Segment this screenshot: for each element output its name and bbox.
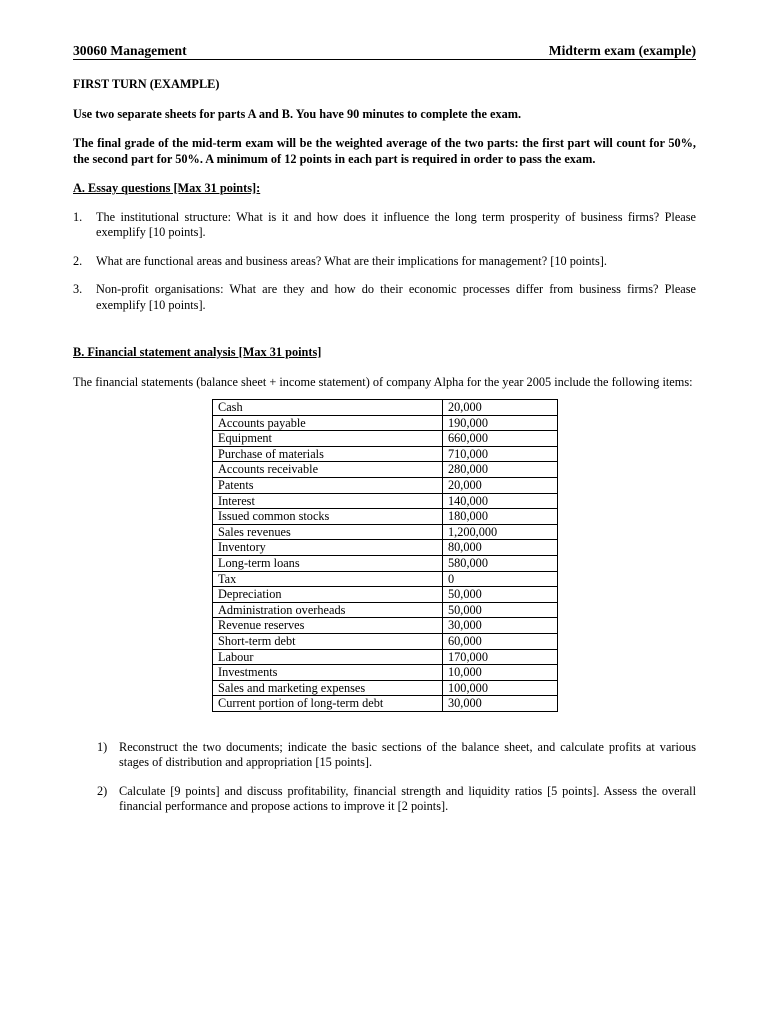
item-value-cell: 580,000 — [443, 555, 558, 571]
table-row — [213, 400, 558, 416]
item-value-cell: 100,000 — [443, 680, 558, 696]
table-row — [213, 602, 558, 618]
list-item — [97, 740, 696, 771]
item-value-cell: 50,000 — [443, 602, 558, 618]
table-row — [213, 446, 558, 462]
table-row — [213, 587, 558, 603]
item-name-cell: Issued common stocks — [213, 509, 443, 525]
table-row — [213, 462, 558, 478]
item-name-cell: Short-term debt — [213, 633, 443, 649]
item-name-cell: Depreciation — [213, 587, 443, 603]
item-value-cell: 140,000 — [443, 493, 558, 509]
course-title: 30060 Management — [73, 43, 187, 58]
item-value-cell: 60,000 — [443, 633, 558, 649]
table-row — [213, 665, 558, 681]
section-b-intro: The financial statements (balance sheet + income statement) of company Alpha for the year 2005 include the following items: — [73, 374, 693, 389]
table-row — [213, 524, 558, 540]
table-row — [213, 696, 558, 712]
table-row — [213, 649, 558, 665]
item-name-cell: Accounts payable — [213, 415, 443, 431]
page-header — [73, 42, 696, 60]
essay-question-list — [73, 210, 696, 314]
task-list — [97, 740, 696, 815]
question-number: 3. — [73, 282, 83, 296]
item-name-cell: Investments — [213, 665, 443, 681]
table-row — [213, 540, 558, 556]
item-value-cell: 30,000 — [443, 696, 558, 712]
item-name-cell: Revenue reserves — [213, 618, 443, 634]
table-row — [213, 555, 558, 571]
item-value-cell: 180,000 — [443, 509, 558, 525]
financial-items-table — [212, 399, 558, 712]
exam-title: Midterm exam (example) — [548, 43, 696, 58]
table-row — [213, 571, 558, 587]
item-name-cell: Sales and marketing expenses — [213, 680, 443, 696]
table-row — [213, 680, 558, 696]
section-b-title: B. Financial statement analysis [Max 31 points] — [73, 345, 322, 359]
item-value-cell: 170,000 — [443, 649, 558, 665]
item-name-cell: Administration overheads — [213, 602, 443, 618]
item-value-cell: 30,000 — [443, 618, 558, 634]
table-row — [213, 509, 558, 525]
exam-page — [73, 42, 696, 828]
question-text: What are functional areas and business areas? What are their implications for management? [10 points]. — [96, 253, 607, 268]
item-name-cell: Sales revenues — [213, 524, 443, 540]
item-value-cell: 50,000 — [443, 587, 558, 603]
item-value-cell: 20,000 — [443, 477, 558, 493]
table-row — [213, 431, 558, 447]
item-value-cell: 80,000 — [443, 540, 558, 556]
question-number: 1. — [73, 209, 83, 224]
item-value-cell: 710,000 — [443, 446, 558, 462]
financial-items-body — [213, 400, 558, 712]
item-value-cell: 20,000 — [443, 400, 558, 416]
item-name-cell: Equipment — [213, 431, 443, 447]
item-value-cell: 660,000 — [443, 431, 558, 447]
item-name-cell: Inventory — [213, 540, 443, 556]
task-text: Calculate [9 points] and discuss profitability, financial strength and liquidity ratios [5 points]. Assess the overall financial performance and propose actions to improve it [2 points]. — [119, 783, 696, 814]
item-value-cell: 1,200,000 — [443, 524, 558, 540]
table-row — [213, 477, 558, 493]
item-value-cell: 0 — [443, 571, 558, 587]
item-name-cell: Purchase of materials — [213, 446, 443, 462]
item-name-cell: Patents — [213, 477, 443, 493]
item-name-cell: Interest — [213, 493, 443, 509]
table-row — [213, 415, 558, 431]
list-item — [73, 282, 696, 313]
list-item — [73, 254, 696, 270]
question-number: 2. — [73, 253, 83, 268]
item-name-cell: Long-term loans — [213, 555, 443, 571]
table-row — [213, 493, 558, 509]
item-value-cell: 190,000 — [443, 415, 558, 431]
table-row — [213, 633, 558, 649]
list-item — [97, 784, 696, 815]
item-name-cell: Labour — [213, 649, 443, 665]
item-name-cell: Tax — [213, 571, 443, 587]
task-text: Reconstruct the two documents; indicate the basic sections of the balance sheet, and calculate profits at various stages of distribution and appropriation [15 points]. — [119, 739, 696, 770]
item-name-cell: Accounts receivable — [213, 462, 443, 478]
list-item — [73, 210, 696, 241]
instructions-text: Use two separate sheets for parts A and B. You have 90 minutes to complete the exam. — [73, 106, 522, 121]
item-name-cell: Current portion of long-term debt — [213, 696, 443, 712]
section-a-title: A. Essay questions [Max 31 points]: — [73, 181, 261, 195]
task-number: 2) — [97, 783, 108, 798]
turn-title: FIRST TURN (EXAMPLE) — [73, 77, 220, 91]
grading-text: The final grade of the mid-term exam will be the weighted average of the two parts: the first part will count for 50%, the second part for 50%. A minimum of 12 points in each part is required in order to pass the exam. — [73, 136, 696, 166]
question-text: The institutional structure: What is it and how does it influence the long term prosperity of business firms? Please exemplify [10 points]. — [96, 209, 696, 239]
question-text: Non-profit organisations: What are they and how do their economic processes differ from business firms? Please exemplify [10 points]. — [96, 282, 696, 312]
task-number: 1) — [97, 739, 108, 754]
table-row — [213, 618, 558, 634]
item-value-cell: 10,000 — [443, 665, 558, 681]
item-value-cell: 280,000 — [443, 462, 558, 478]
item-name-cell: Cash — [213, 400, 443, 416]
